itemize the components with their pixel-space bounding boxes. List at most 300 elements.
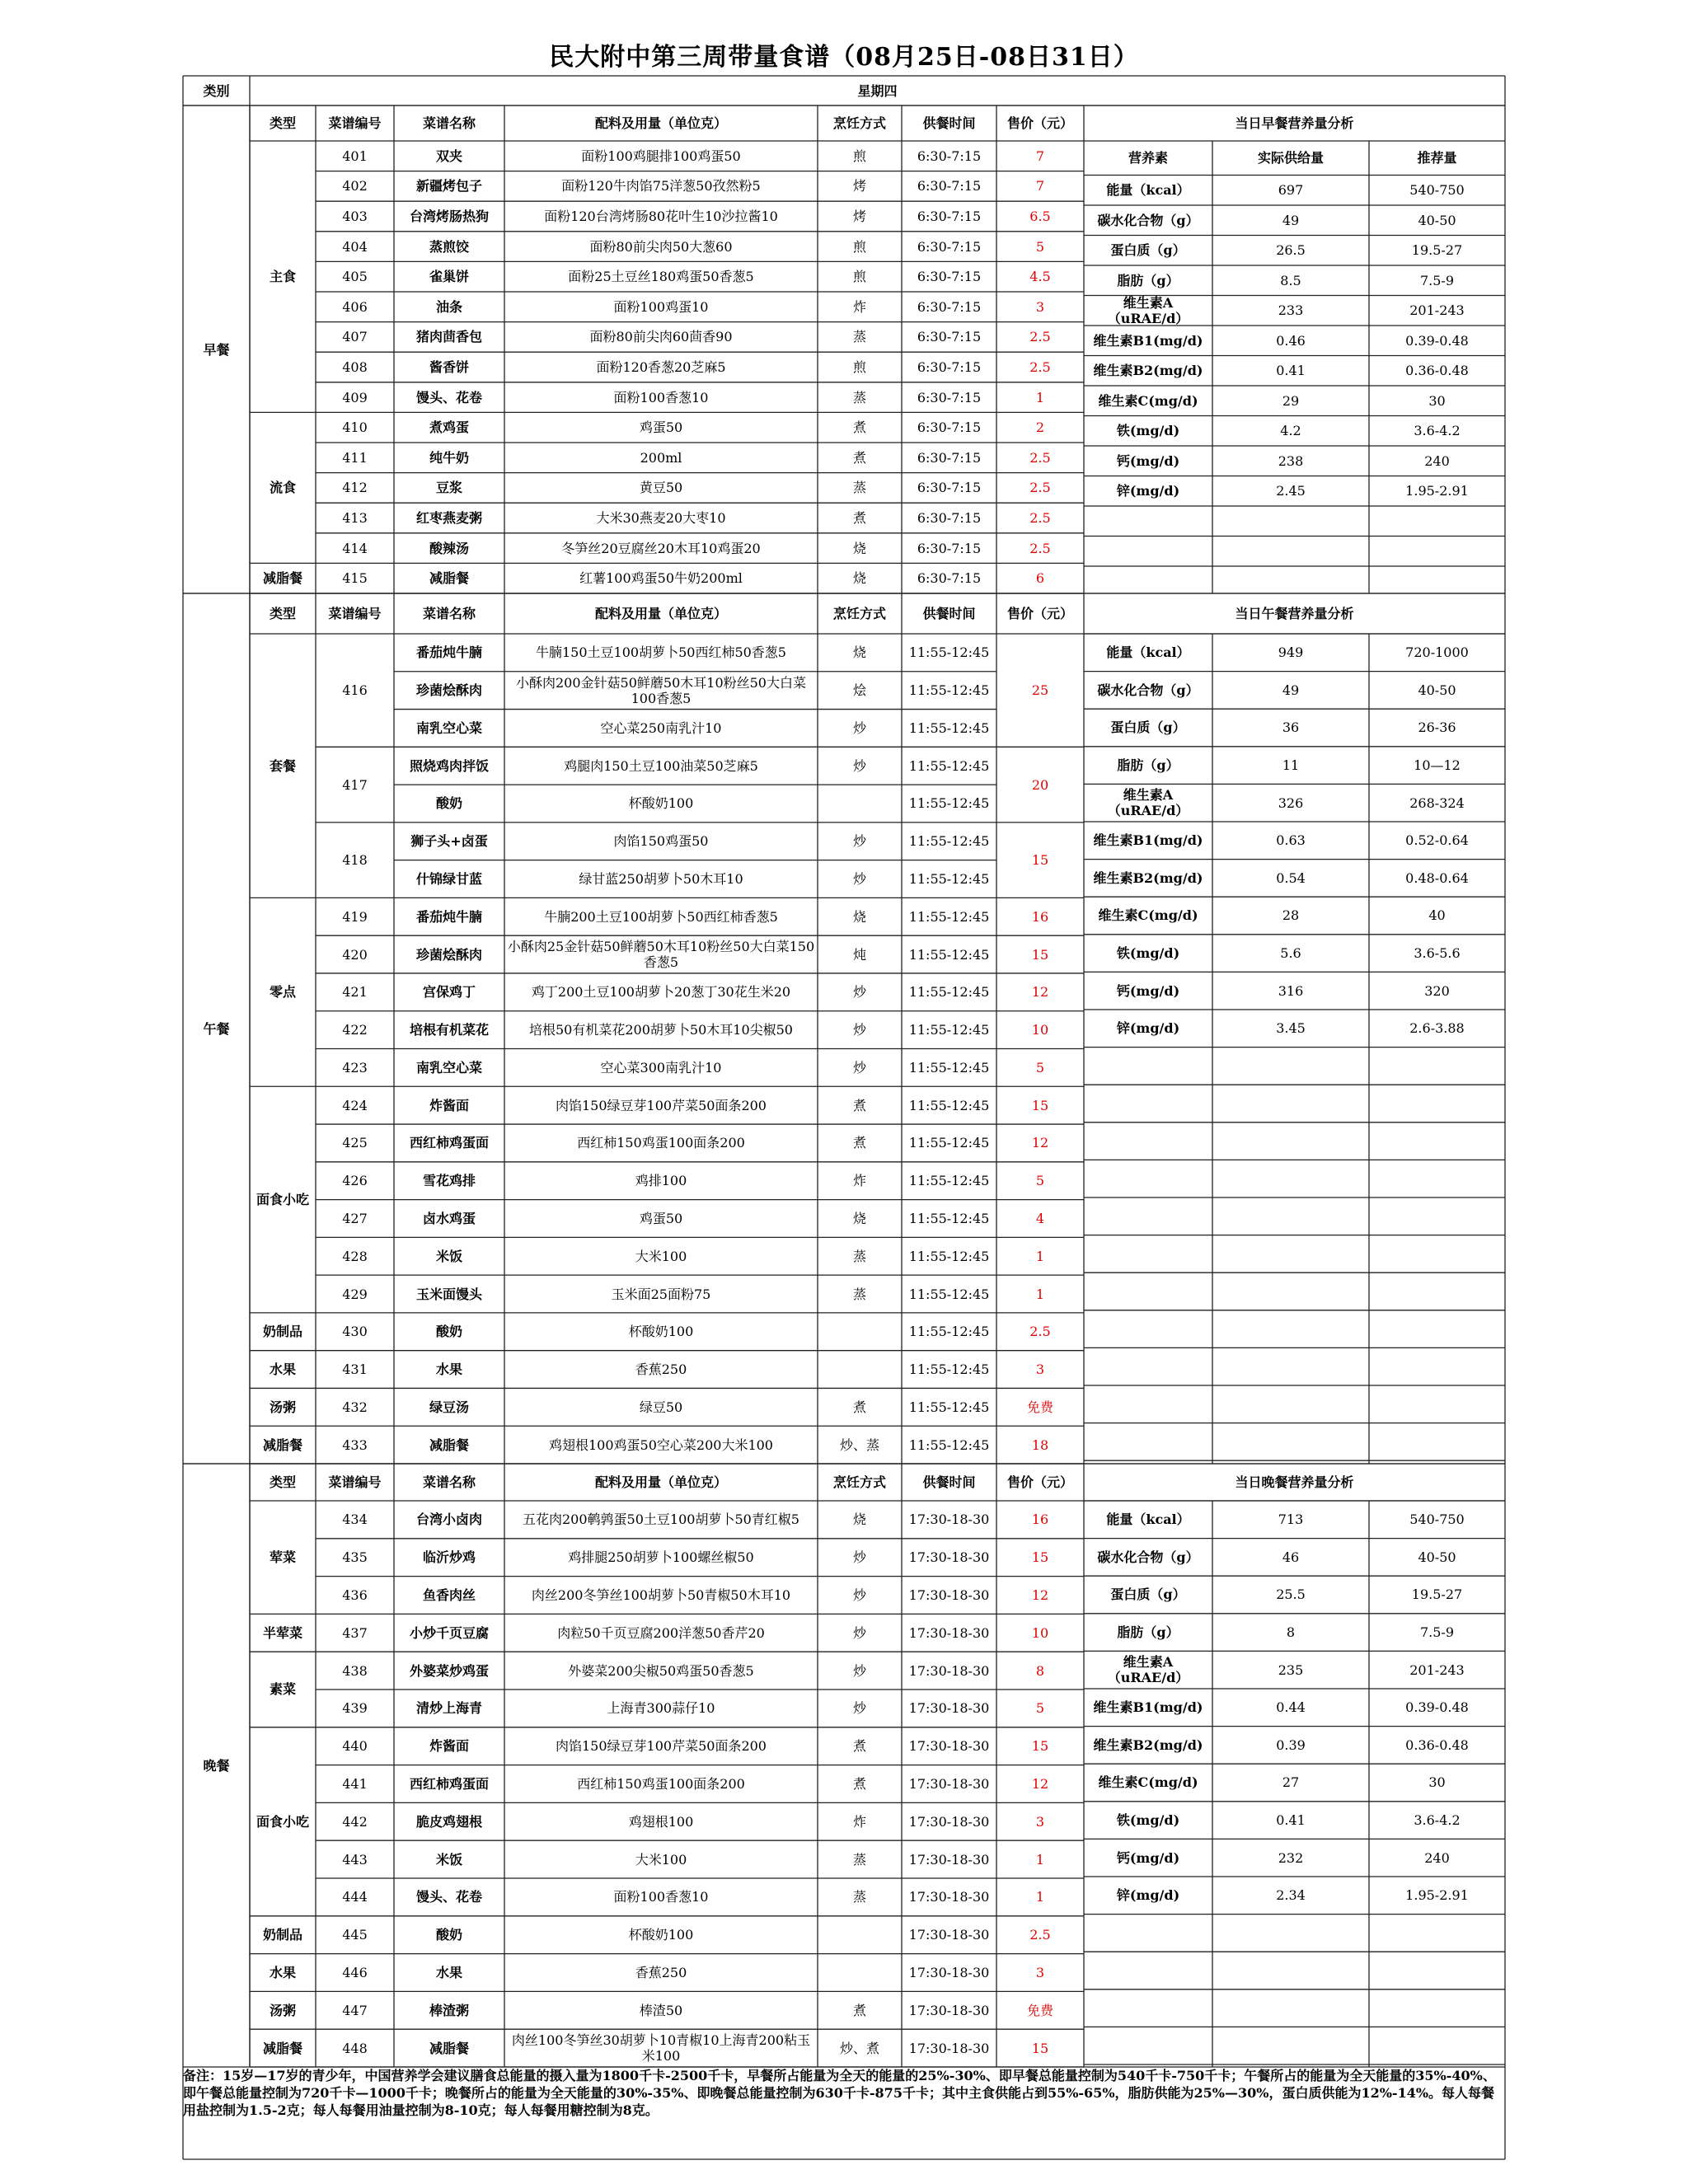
serving-time: 17:30-18-30 <box>908 1738 990 1755</box>
price: 20 <box>1031 776 1049 793</box>
ingredients: 面粉100鸡腿排100鸡蛋50 <box>581 148 741 164</box>
serving-time: 17:30-18-30 <box>908 1813 990 1830</box>
serving-time: 11:55-12:45 <box>908 719 990 736</box>
nutrient-name: 蛋白质（g） <box>1110 242 1186 259</box>
ingredients: 200ml <box>640 449 682 466</box>
cooking-method: 炒 <box>852 1700 866 1717</box>
nutrient-recommended: 26-36 <box>1418 719 1456 736</box>
cooking-method <box>818 1313 902 1351</box>
ingredients: 面粉120香葱20芝麻5 <box>596 359 726 375</box>
type-label: 主食 <box>269 269 296 285</box>
col-header-time: 供餐时间 <box>922 115 976 131</box>
price: 免费 <box>1026 1399 1053 1415</box>
recipe-code: 413 <box>342 509 368 526</box>
cooking-method: 炒 <box>852 1549 866 1566</box>
cooking-method: 煮 <box>852 1775 866 1792</box>
ingredients: 西红柿150鸡蛋100面条200 <box>577 1775 745 1792</box>
nutrient-recommended: 1.95-2.91 <box>1405 1887 1469 1904</box>
price: 16 <box>1031 1511 1049 1528</box>
price: 免费 <box>1026 2002 1053 2018</box>
ingredients: 西红柿150鸡蛋100面条200 <box>577 1135 745 1151</box>
cooking-method <box>818 1351 902 1389</box>
nutrient-name: 能量（kcal） <box>1106 1511 1190 1528</box>
ingredients: 杯酸奶100 <box>628 795 694 812</box>
nutrient-name: 碳水化合物（g） <box>1097 682 1199 698</box>
nutrient-recommended: 7.5-9 <box>1419 272 1455 288</box>
ingredients: 五花肉200鹌鹑蛋50土豆100胡萝卜50青红椒5 <box>523 1511 799 1528</box>
ingredients: 面粉25土豆丝180鸡蛋50香葱5 <box>568 269 754 285</box>
type-label: 汤粥 <box>269 2002 296 2018</box>
cooking-method: 蒸 <box>852 389 866 405</box>
cooking-method: 蒸 <box>852 329 866 345</box>
dish-name: 米饭 <box>435 1248 462 1264</box>
serving-time: 6:30-7:15 <box>917 178 982 194</box>
nutrient-recommended: 201-243 <box>1409 302 1465 319</box>
serving-time: 11:55-12:45 <box>908 1436 990 1453</box>
dish-name: 番茄炖牛腩 <box>415 908 482 925</box>
ingredients: 面粉100鸡蛋10 <box>613 298 709 315</box>
price: 3 <box>1035 1361 1045 1378</box>
ingredients: 面粉100香葱10 <box>613 389 709 405</box>
nutrient-name: 维生素B1(mg/d) <box>1093 1699 1203 1716</box>
type-label: 流食 <box>269 480 296 496</box>
nutrient-name: 钙(mg/d) <box>1116 982 1180 999</box>
serving-time: 6:30-7:15 <box>917 570 982 587</box>
serving-time: 6:30-7:15 <box>917 329 982 345</box>
nutrient-recommended: 3.6-5.6 <box>1414 945 1461 962</box>
type-label: 奶制品 <box>262 1927 302 1943</box>
cooking-method: 煮 <box>852 2002 866 2018</box>
serving-time: 6:30-7:15 <box>917 509 982 526</box>
price: 1 <box>1035 1851 1045 1868</box>
ingredients: 鸡丁200土豆100胡萝卜20葱丁30花生米20 <box>531 984 791 1001</box>
recipe-code: 429 <box>342 1286 368 1302</box>
day-header: 星期四 <box>857 82 898 99</box>
cooking-method: 煮 <box>852 449 866 466</box>
ingredients: 肉馅150绿豆芽100芹菜50面条200 <box>556 1097 767 1113</box>
nutrient-actual: 0.41 <box>1276 363 1306 379</box>
price: 15 <box>1031 2040 1049 2056</box>
recipe-code: 448 <box>342 2040 368 2056</box>
price: 2.5 <box>1029 359 1051 375</box>
nutrient-recommended: 0.36-0.48 <box>1405 363 1469 379</box>
type-label: 减脂餐 <box>262 1436 302 1453</box>
cooking-method: 煮 <box>852 1135 866 1151</box>
price: 8 <box>1035 1662 1045 1679</box>
cooking-method: 煎 <box>852 269 866 285</box>
ingredients: 鸡翅根100鸡蛋50空心菜200大米100 <box>549 1436 773 1453</box>
price: 5 <box>1035 238 1045 255</box>
nutrient-actual: 8.5 <box>1280 272 1301 288</box>
dish-name: 猪肉茴香包 <box>415 329 482 345</box>
serving-time: 11:55-12:45 <box>908 1399 990 1415</box>
dish-name: 照烧鸡肉拌饭 <box>409 757 489 774</box>
dish-name: 蒸煎饺 <box>429 238 469 255</box>
nutrient-actual: 29 <box>1282 392 1300 409</box>
price: 2.5 <box>1029 329 1051 345</box>
nutrient-name: 维生素B1(mg/d) <box>1093 332 1203 349</box>
nutrient-name: 锌(mg/d) <box>1116 483 1180 499</box>
recipe-code: 446 <box>342 1964 368 1980</box>
ingredients: 肉馅150绿豆芽100芹菜50面条200 <box>556 1738 767 1755</box>
nutrient-actual: 49 <box>1282 212 1300 228</box>
ingredients: 鸡排100 <box>635 1173 687 1189</box>
cooking-method: 炒 <box>852 1624 866 1641</box>
dish-name: 外婆菜炒鸡蛋 <box>409 1662 489 1679</box>
nutrient-actual: 2.34 <box>1276 1887 1306 1904</box>
serving-time: 11:55-12:45 <box>908 1059 990 1076</box>
dish-name: 南乳空心菜 <box>415 1059 482 1076</box>
nutrient-recommended: 19.5-27 <box>1411 1586 1463 1603</box>
cooking-method: 烤 <box>852 208 866 224</box>
serving-time: 11:55-12:45 <box>908 1022 990 1038</box>
nutrient-actual: 49 <box>1282 682 1300 698</box>
type-label: 汤粥 <box>269 1399 296 1415</box>
nutrient-recommended: 320 <box>1424 982 1450 999</box>
nutrient-name: 能量（kcal） <box>1106 644 1190 661</box>
nutrient-actual: 316 <box>1278 982 1304 999</box>
serving-time: 11:55-12:45 <box>908 1324 990 1340</box>
ingredients: 面粉100香葱10 <box>613 1889 709 1905</box>
recipe-code: 401 <box>342 148 368 164</box>
recipe-code: 432 <box>342 1399 368 1415</box>
nutrient-actual: 697 <box>1278 182 1304 199</box>
recipe-code: 434 <box>342 1511 368 1528</box>
nutrient-name: 碳水化合物（g） <box>1097 212 1199 228</box>
nutrient-name: 维生素B2(mg/d) <box>1093 869 1203 886</box>
price: 15 <box>1031 1738 1049 1755</box>
recipe-code: 431 <box>342 1361 368 1378</box>
col-header-code: 菜谱编号 <box>328 1474 382 1490</box>
serving-time: 17:30-18-30 <box>908 1775 990 1792</box>
recipe-code: 427 <box>342 1210 368 1226</box>
nutrient-recommended: 40-50 <box>1418 212 1456 228</box>
price: 3 <box>1035 1813 1045 1830</box>
serving-time: 11:55-12:45 <box>908 795 990 812</box>
nutrient-actual: 0.63 <box>1276 832 1306 849</box>
cooking-method: 烧 <box>852 908 866 925</box>
serving-time: 6:30-7:15 <box>917 480 982 496</box>
analysis-title: 当日晚餐营养量分析 <box>1235 1474 1354 1490</box>
nutrient-actual: 326 <box>1278 794 1304 811</box>
recipe-code: 439 <box>342 1700 368 1717</box>
ingredients: 鸡蛋50 <box>639 419 683 436</box>
nutrient-name: 维生素B2(mg/d) <box>1093 1736 1203 1753</box>
dish-name: 减脂餐 <box>429 2040 469 2056</box>
dish-name: 酸奶 <box>435 795 462 812</box>
serving-time: 17:30-18-30 <box>908 1927 990 1943</box>
col-header-name: 菜谱名称 <box>422 1474 476 1490</box>
nutrient-recommended: 0.52-0.64 <box>1405 832 1469 849</box>
recipe-code: 415 <box>342 570 368 587</box>
price: 5 <box>1035 1173 1045 1189</box>
serving-time: 17:30-18-30 <box>908 1889 990 1905</box>
price: 3 <box>1035 298 1045 315</box>
serving-time: 11:55-12:45 <box>908 682 990 699</box>
nutrient-recommended: 240 <box>1424 1849 1450 1866</box>
price: 2.5 <box>1029 1927 1051 1943</box>
dish-name: 酸奶 <box>435 1927 462 1943</box>
serving-time: 11:55-12:45 <box>908 1135 990 1151</box>
dish-name: 狮子头+卤蛋 <box>410 833 488 850</box>
recipe-code: 419 <box>342 908 368 925</box>
dish-name: 清炒上海青 <box>415 1700 482 1717</box>
dish-name: 玉米面馒头 <box>415 1286 482 1302</box>
type-label: 面食小吃 <box>256 1192 309 1208</box>
cooking-method: 炒 <box>852 757 866 774</box>
serving-time: 11:55-12:45 <box>908 946 990 963</box>
type-label: 素菜 <box>269 1681 296 1698</box>
nutrient-actual: 28 <box>1282 907 1300 924</box>
cooking-method: 烧 <box>852 1210 866 1226</box>
dish-name: 番茄炖牛腩 <box>415 644 482 661</box>
nutrient-recommended: 540-750 <box>1409 1511 1465 1528</box>
price: 15 <box>1031 1549 1049 1566</box>
price: 10 <box>1031 1624 1049 1641</box>
cooking-method: 炒 <box>852 833 866 850</box>
price: 12 <box>1031 984 1049 1001</box>
serving-time: 11:55-12:45 <box>908 1097 990 1113</box>
col-header-code: 菜谱编号 <box>328 115 382 131</box>
nutrient-recommended: 0.48-0.64 <box>1405 869 1469 886</box>
nutrient-recommended: 3.6-4.2 <box>1414 423 1461 439</box>
ingredients: 香蕉250 <box>635 1361 687 1378</box>
serving-time: 17:30-18-30 <box>908 1586 990 1603</box>
nutrient-name: 维生素B1(mg/d) <box>1093 832 1203 849</box>
cooking-method: 炒 <box>852 1586 866 1603</box>
nutrient-recommended: 0.36-0.48 <box>1405 1736 1469 1753</box>
nutrient-recommended: 720-1000 <box>1405 644 1469 661</box>
price: 16 <box>1031 908 1049 925</box>
nutrient-name: 维生素B2(mg/d) <box>1093 363 1203 379</box>
nutrient-recommended: 30 <box>1428 392 1446 409</box>
serving-time: 11:55-12:45 <box>908 757 990 774</box>
cooking-method: 煮 <box>852 1097 866 1113</box>
type-label: 荤菜 <box>269 1549 296 1566</box>
ingredients: 鸡蛋50 <box>639 1210 683 1226</box>
cooking-method: 蒸 <box>852 1286 866 1302</box>
ingredients: 鸡翅根100 <box>628 1813 694 1830</box>
recipe-code: 418 <box>342 852 368 869</box>
nutrient-name: 铁(mg/d) <box>1116 945 1180 962</box>
price: 25 <box>1031 682 1049 699</box>
price: 7 <box>1035 178 1045 194</box>
dish-name: 棒渣粥 <box>429 2002 469 2018</box>
cooking-method: 煎 <box>852 359 866 375</box>
serving-time: 11:55-12:45 <box>908 833 990 850</box>
recipe-code: 442 <box>342 1813 368 1830</box>
price: 10 <box>1031 1022 1049 1038</box>
serving-time: 6:30-7:15 <box>917 389 982 405</box>
cooking-method: 炒 <box>852 1022 866 1038</box>
ingredients: 绿豆50 <box>639 1399 683 1415</box>
cooking-method: 炒 <box>852 1662 866 1679</box>
col-header-type: 类型 <box>269 606 296 621</box>
nutrient-recommended: 268-324 <box>1409 794 1465 811</box>
type-label: 水果 <box>269 1361 296 1378</box>
recipe-code: 444 <box>342 1889 368 1905</box>
nutrient-actual: 3.45 <box>1276 1020 1306 1037</box>
nutrient-recommended: 10—12 <box>1414 757 1461 774</box>
cooking-method <box>818 785 902 823</box>
ingredients: 培根50有机菜花200胡萝卜50木耳10尖椒50 <box>529 1022 793 1038</box>
nutrient-actual: 11 <box>1282 757 1300 774</box>
recipe-code: 423 <box>342 1059 368 1076</box>
nutrient-name: 钙(mg/d) <box>1116 1849 1180 1866</box>
nutrient-name: 锌(mg/d) <box>1116 1887 1180 1904</box>
price: 15 <box>1031 946 1049 963</box>
type-label: 水果 <box>269 1964 296 1980</box>
dish-name: 南乳空心菜 <box>415 719 482 736</box>
dish-name: 煮鸡蛋 <box>429 419 469 436</box>
col-header-ingredients: 配料及用量（单位克） <box>594 606 727 621</box>
dish-name: 绿豆汤 <box>429 1399 469 1415</box>
col-header-price: 售价（元） <box>1006 115 1073 131</box>
col-header-method: 烹饪方式 <box>832 1474 886 1490</box>
type-label: 套餐 <box>269 757 296 774</box>
cooking-method: 烧 <box>852 644 866 661</box>
serving-time: 17:30-18-30 <box>908 1662 990 1679</box>
dish-name: 培根有机菜花 <box>409 1022 489 1038</box>
recipe-code: 409 <box>342 389 368 405</box>
nutrient-actual: 36 <box>1282 719 1300 736</box>
nutrient-name: 维生素A（uRAE/d） <box>1107 787 1189 819</box>
serving-time: 6:30-7:15 <box>917 208 982 224</box>
col-header-type: 类型 <box>269 115 296 131</box>
ingredients: 玉米面25面粉75 <box>611 1286 711 1302</box>
recipe-code: 430 <box>342 1324 368 1340</box>
nutrient-recommended: 40 <box>1428 907 1446 924</box>
nutrient-name: 碳水化合物（g） <box>1097 1549 1199 1565</box>
cooking-method: 炸 <box>852 298 866 315</box>
serving-time: 6:30-7:15 <box>917 148 982 164</box>
recipe-code: 443 <box>342 1851 368 1868</box>
serving-time: 17:30-18-30 <box>908 1511 990 1528</box>
price: 2.5 <box>1029 480 1051 496</box>
cooking-method: 炒 <box>852 871 866 887</box>
ingredients: 棒渣50 <box>639 2002 683 2018</box>
dish-name: 酸奶 <box>435 1324 462 1340</box>
ingredients: 鸡排腿250胡萝卜100螺丝椒50 <box>568 1549 754 1566</box>
nutrient-actual: 0.54 <box>1276 869 1306 886</box>
dish-name: 雀巢饼 <box>429 269 469 285</box>
cooking-method <box>818 1954 902 1992</box>
nutrient-actual: 26.5 <box>1276 242 1306 259</box>
serving-time: 11:55-12:45 <box>908 871 990 887</box>
cooking-method: 烧 <box>852 1511 866 1528</box>
nutrient-actual: 0.39 <box>1276 1736 1306 1753</box>
serving-time: 17:30-18-30 <box>908 1700 990 1717</box>
nutrient-recommended: 19.5-27 <box>1411 242 1463 259</box>
price: 15 <box>1031 1097 1049 1113</box>
ingredients: 红薯100鸡蛋50牛奶200ml <box>579 570 743 587</box>
recipe-code: 437 <box>342 1624 368 1641</box>
nutrient-recommended: 240 <box>1424 452 1450 469</box>
serving-time: 6:30-7:15 <box>917 419 982 436</box>
dish-name: 珍菌烩酥肉 <box>415 682 482 699</box>
dish-name: 卤水鸡蛋 <box>422 1210 476 1226</box>
dish-name: 珍菌烩酥肉 <box>415 946 482 963</box>
ingredients: 牛腩150土豆100胡萝卜50西红柿50香葱5 <box>536 644 786 661</box>
cooking-method: 煮 <box>852 419 866 436</box>
serving-time: 11:55-12:45 <box>908 1173 990 1189</box>
serving-time: 11:55-12:45 <box>908 1248 990 1264</box>
col-header-price: 售价（元） <box>1006 1474 1073 1490</box>
serving-time: 11:55-12:45 <box>908 908 990 925</box>
nutrient-actual: 0.44 <box>1276 1699 1306 1716</box>
nutrient-recommended: 0.39-0.48 <box>1405 1699 1469 1716</box>
nutrient-actual: 2.45 <box>1276 483 1306 499</box>
nutrient-name: 钙(mg/d) <box>1116 452 1180 469</box>
nutrient-actual: 232 <box>1278 1849 1304 1866</box>
type-label: 面食小吃 <box>256 1813 309 1830</box>
recipe-code: 411 <box>342 449 368 466</box>
recipe-code: 405 <box>342 269 368 285</box>
price: 1 <box>1035 389 1045 405</box>
recipe-code: 403 <box>342 208 368 224</box>
meal-label: 午餐 <box>203 1020 230 1037</box>
dish-name: 油条 <box>435 298 462 315</box>
nutrient-recommended: 7.5-9 <box>1419 1624 1455 1641</box>
nutrient-name: 锌(mg/d) <box>1116 1020 1180 1037</box>
serving-time: 6:30-7:15 <box>917 298 982 315</box>
ingredients: 绿甘蓝250胡萝卜50木耳10 <box>579 871 743 887</box>
dish-name: 台湾烤肠热狗 <box>409 208 489 224</box>
serving-time: 6:30-7:15 <box>917 449 982 466</box>
nutrient-actual: 949 <box>1278 644 1304 661</box>
recipe-code: 447 <box>342 2002 368 2018</box>
recipe-code: 435 <box>342 1549 368 1566</box>
recipe-code: 420 <box>342 946 368 963</box>
price: 5 <box>1035 1700 1045 1717</box>
footnote: 备注：15岁—17岁的青少年，中国营养学会建议膳食总能量的摄入量为1800千卡-2500千卡，早餐所占能量为全天的能量的25%-30%、即早餐总能量控制为540千卡-750千卡；午餐所占的能量为全天能量的35%-40%、即午餐总能量控制为720千卡—1000千卡；晚餐所占的能量为全天能量的30%-35%、即晚餐总能量控制为630千卡-875千卡；其中主食供能占到55%-65%，脂肪供能为25%—30%，蛋白质供能为12%-14%。每人每餐用盐控制为1.5-2克；每人每餐用油量控制为8-10克；每人每餐用糖控制为8克。 <box>183 2068 1496 2118</box>
price: 3 <box>1035 1964 1045 1980</box>
ingredients: 大米100 <box>635 1851 687 1868</box>
nutrient-actual: 235 <box>1278 1661 1304 1678</box>
dish-name: 宫保鸡丁 <box>422 984 476 1001</box>
price: 15 <box>1031 852 1049 869</box>
nutrient-header: 营养素 <box>1128 150 1168 166</box>
recommended-header: 推荐量 <box>1417 150 1457 166</box>
serving-time: 11:55-12:45 <box>908 1210 990 1226</box>
nutrient-actual: 0.46 <box>1276 332 1306 349</box>
nutrient-name: 维生素A（uRAE/d） <box>1107 295 1189 326</box>
recipe-code: 410 <box>342 419 368 436</box>
serving-time: 17:30-18-30 <box>908 1549 990 1566</box>
nutrient-actual: 5.6 <box>1280 945 1301 962</box>
nutrient-recommended: 540-750 <box>1409 182 1465 199</box>
dish-name: 减脂餐 <box>429 570 469 587</box>
type-label: 减脂餐 <box>262 570 302 587</box>
dish-name: 小炒千页豆腐 <box>409 1624 489 1641</box>
recipe-code: 414 <box>342 540 368 556</box>
actual-header: 实际供给量 <box>1257 150 1324 166</box>
ingredients: 杯酸奶100 <box>628 1927 694 1943</box>
nutrient-name: 脂肪（g） <box>1117 1624 1179 1641</box>
recipe-code: 417 <box>342 776 368 793</box>
serving-time: 6:30-7:15 <box>917 540 982 556</box>
price: 5 <box>1035 1059 1045 1076</box>
price: 1 <box>1035 1286 1045 1302</box>
meal-label: 晚餐 <box>203 1757 230 1774</box>
cooking-method: 煮 <box>852 509 866 526</box>
ingredients: 牛腩200土豆100胡萝卜50西红柿香葱5 <box>544 908 778 925</box>
type-label: 奶制品 <box>262 1324 302 1340</box>
price: 4 <box>1035 1210 1045 1226</box>
nutrient-recommended: 1.95-2.91 <box>1405 483 1469 499</box>
nutrient-actual: 0.41 <box>1276 1812 1306 1829</box>
serving-time: 6:30-7:15 <box>917 359 982 375</box>
